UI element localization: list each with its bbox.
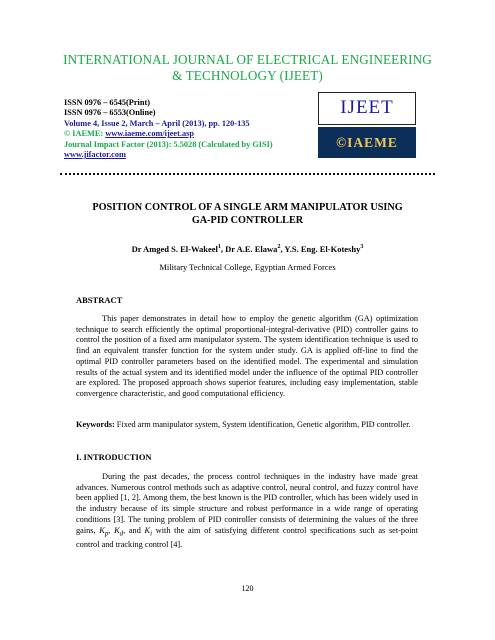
jifactor-link[interactable]: www.jifactor.com xyxy=(64,150,126,160)
publisher-logo-badge: ©IAEME xyxy=(318,127,416,158)
page-number: 120 xyxy=(241,584,254,593)
impact-factor: Journal Impact Factor (2013): 5.5028 (Calculated by GISI) xyxy=(64,139,273,149)
author-list xyxy=(60,242,435,255)
issn-online: ISSN 0976 – 6553(Online) xyxy=(64,108,156,118)
journal-title-line2: & TECHNOLOGY (IJEET) xyxy=(172,68,323,83)
intro-text: During the past decades, the process control techniques in the industry have made great advances. Numerous control methods such as adaptive control, neural control, and fuzzy control have been applied [1, 2]. Among them, the best known is the PID controller, which has been widely used in the industry because of its simple structure and robust performance in a wide range of operating conditions [3]. The tuning problem of PID controller consists of determining the values of the three gains, $K_p$, $K_d$, and $K_i$ with the aim of satisfying different control specifications such as set-point control and tracking control [4]. xyxy=(76,472,418,549)
journal-title xyxy=(40,52,455,84)
keywords-label: Keywords: xyxy=(76,420,115,429)
dotted-divider xyxy=(60,173,435,175)
intro-text-start: During the past decades, the process control techniques in the industry have made great advances. Numerous control methods such as adaptive control, neural control, and fuzzy control have been applied [1, 2]. Among them, the best known is the PID controller, which has been widely used in the industry because of its simple structure and robust performance in a wide range of operating conditions [3]. The tuning problem of PID controller consists of determining the values of the three gains, xyxy=(76,472,418,535)
intro-heading: I. INTRODUCTION xyxy=(76,452,152,462)
paper-title xyxy=(60,202,435,227)
iaeme-prefix: © IAEME: xyxy=(64,129,106,139)
author-2: , Dr A.E. Elawa xyxy=(220,243,278,254)
gain-ki: $K_i$ xyxy=(144,525,153,538)
paper-title-line1: POSITION CONTROL OF A SINGLE ARM MANIPULATOR USING xyxy=(92,202,403,213)
author-1-affil: 1 xyxy=(217,244,221,250)
journal-title-line1: INTERNATIONAL JOURNAL OF ELECTRICAL ENGINEERING xyxy=(63,52,432,67)
keywords xyxy=(76,420,418,431)
intro-text-end: with the aim of satisfying different control specifications such as set-point control and tracking control [4]. xyxy=(76,525,418,549)
affiliation: Military Technical College, Egyptian Armed Forces xyxy=(159,262,336,272)
iaeme-link[interactable]: www.iaeme.com/ijeet.asp xyxy=(105,129,194,139)
author-3-affil: 3 xyxy=(360,244,364,250)
gain-kp: $K_p$ xyxy=(99,525,109,538)
issn-print: ISSN 0976 – 6545(Print) xyxy=(64,98,150,107)
author-1: Dr Amged S. El-Wakeel xyxy=(131,243,218,254)
paper-title-line2: GA-PID CONTROLLER xyxy=(191,214,304,226)
abstract-text: This paper demonstrates in detail how to employ the genetic algorithm (GA) optimization technique to search efficiently the optimal proportional-integral-derivative (PID) controller gains to control the position of a fixed arm manipulator system. The system identification technique is used to find an equivalent transfer function for the system under study. GA is applied off-line to find the optimal PID controller parameters based on the identified model. The experimental and simulation results of the actual system and its identified model under the influence of the optimal PID controller are explored. The proposed approach shows superior features, including easy implementation, stable convergence characteristic, and good computational efficiency. xyxy=(76,314,418,398)
author-3: , Y.S. Eng. El-Koteshy xyxy=(280,243,361,254)
publication-info xyxy=(64,98,273,160)
author-2-affil: 2 xyxy=(277,244,281,250)
iaeme-line xyxy=(64,129,273,139)
journal-logo-badge: IJEET xyxy=(318,92,416,125)
volume-info: Volume 4, Issue 2, March – April (2013), pp. 120-135 xyxy=(64,118,250,128)
keywords-text: Fixed arm manipulator system, System identification, Genetic algorithm, PID controller. xyxy=(114,420,411,429)
gain-kd: $K_d$ xyxy=(114,525,124,538)
abstract-heading: ABSTRACT xyxy=(76,295,123,305)
